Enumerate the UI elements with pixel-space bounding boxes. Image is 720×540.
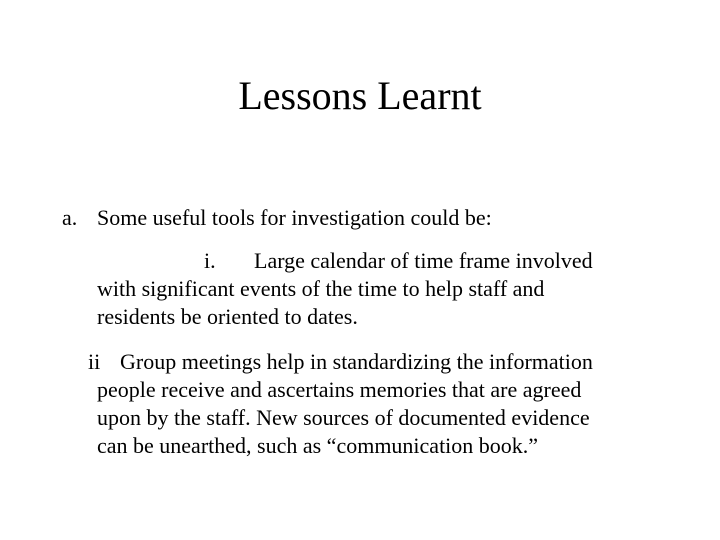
- sub-item-i-line-1: Large calendar of time frame involved: [254, 248, 593, 273]
- sub-item-ii-first-line: [88, 348, 657, 376]
- sub-item-i-line-3: residents be oriented to dates.: [97, 304, 358, 329]
- sub-item-ii-marker: ii: [88, 349, 101, 374]
- sub-item-i: [97, 247, 657, 331]
- sub-item-ii: [88, 348, 657, 460]
- sub-item-i-first-line: [97, 247, 657, 275]
- sub-item-ii-line-3: upon by the staff. New sources of documented evidence: [97, 405, 590, 430]
- sub-item-i-line-2: with significant events of the time to help staff and: [97, 276, 545, 301]
- sub-item-i-marker: i.: [204, 248, 216, 273]
- list-item-a-text: Some useful tools for investigation could be:: [97, 205, 492, 230]
- sub-item-ii-line-4: can be unearthed, such as “communication book.”: [97, 433, 539, 458]
- sub-item-ii-line-1: Group meetings help in standardizing the information: [120, 349, 593, 374]
- sub-item-ii-line-2: people receive and ascertains memories that are agreed: [97, 377, 582, 402]
- slide-title: Lessons Learnt: [238, 73, 482, 118]
- list-marker-a: a.: [62, 205, 78, 230]
- list-item-a: [62, 202, 492, 233]
